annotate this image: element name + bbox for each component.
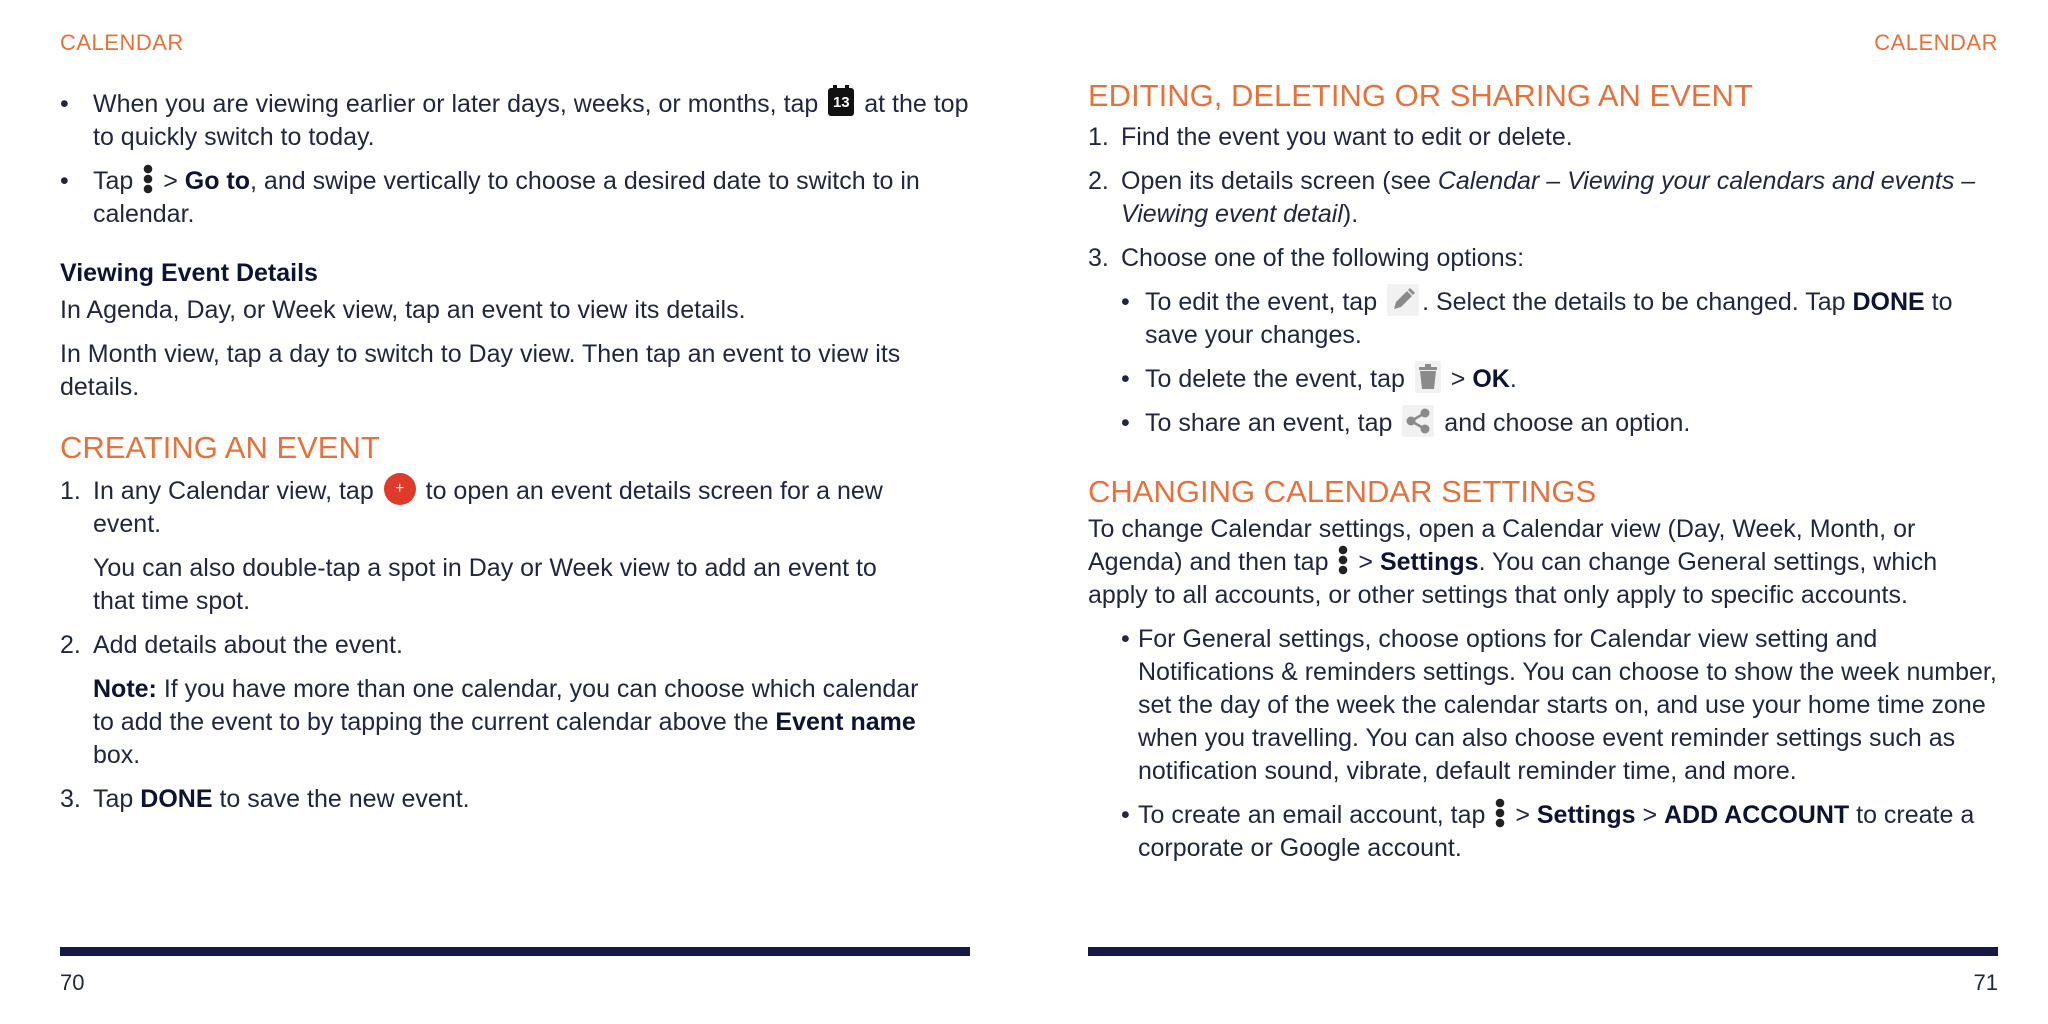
list-item: • When you are viewing earlier or later days, weeks, or months, tap 13 at the top to quickly switch to today.	[60, 90, 969, 151]
bullet: •	[60, 167, 69, 195]
bullet: •	[60, 90, 69, 118]
editing-section	[1088, 77, 1998, 440]
step-3: 3. Choose one of the following options:	[1088, 244, 1525, 272]
step-2: 2. Add details about the event. Note: If you have more than one calendar, you can choose which calendar to add the event to by tapping the current calendar above the Event name box.	[60, 629, 920, 772]
calendar-today-icon: 13	[828, 88, 854, 116]
page-number: 71	[1973, 970, 1998, 995]
list-item: • For General settings, choose options for Calendar view setting and Notifications & reminders settings. You can choose to show the week number, set the day of the week the calendar starts on, and use your home time zone when you travelling. You can also choose event reminder settings such as notification sound, vibrate, default reminder time, and more.	[1121, 625, 1997, 785]
running-head: CALENDAR	[1874, 30, 1998, 55]
delete-trash-icon	[1415, 361, 1441, 393]
list-item: • Tap > Go to, and swipe vertically to choose a desired date to switch to in calendar.	[60, 165, 970, 231]
note: Note: If you have more than one calendar, you can choose which calendar to add the event to by tapping the current calendar above the Event name box.	[93, 675, 919, 769]
section-title: CREATING AN EVENT	[60, 430, 380, 465]
step-3: 3. Tap DONE to save the new event.	[60, 785, 470, 813]
more-options-icon	[1495, 798, 1505, 828]
settings-section	[1088, 473, 1998, 865]
paragraph: You can also double-tap a spot in Day or Week view to add an event to that time spot.	[93, 554, 877, 615]
more-options-icon	[143, 164, 153, 194]
subheading: Viewing Event Details	[60, 259, 318, 287]
step-2: 2. Open its details screen (see Calendar – Viewing your calendars and events – Viewing event detail).	[1088, 167, 1976, 228]
step-1: 1. In any Calendar view, tap + to open an event details screen for a new event. You can also double-tap a spot in Day or Week view to add an event to that time spot.	[60, 475, 920, 618]
section-title: EDITING, DELETING OR SHARING AN EVENT	[1088, 78, 1753, 113]
creating-an-event-section	[60, 429, 970, 816]
list-item: • To delete the event, tap > OK.	[1088, 363, 1998, 396]
share-icon	[1402, 405, 1434, 437]
navigation-tips	[60, 88, 970, 231]
footer-rule	[60, 947, 970, 956]
paragraph: To change Calendar settings, open a Calendar view (Day, Week, Month, or Agenda) and then tap > Settings. You can change General settings, which apply to all accounts, or other settings that only apply to specific accounts.	[1088, 515, 1938, 609]
add-event-icon: +	[384, 473, 416, 505]
viewing-event-details	[60, 257, 970, 404]
paragraph: In Agenda, Day, or Week view, tap an event to view its details.	[60, 296, 746, 324]
edit-pencil-icon	[1387, 284, 1419, 316]
list-item: • To edit the event, tap . Select the details to be changed. Tap DONE to save your changes.	[1088, 286, 1998, 352]
running-head: CALENDAR	[60, 30, 184, 55]
step-1: 1. Find the event you want to edit or delete.	[1088, 123, 1573, 151]
list-item: • To share an event, tap and choose an option.	[1088, 407, 1998, 440]
list-item: • To create an email account, tap > Settings > ADD ACCOUNT to create a corporate or Google account.	[1088, 799, 1998, 865]
paragraph: In Month view, tap a day to switch to Day view. Then tap an event to view its details.	[60, 340, 901, 401]
left-page	[60, 0, 970, 1024]
page-number: 70	[60, 970, 85, 995]
right-page	[1088, 0, 1998, 1024]
section-title: CHANGING CALENDAR SETTINGS	[1088, 474, 1597, 509]
more-options-icon	[1338, 545, 1348, 575]
footer-rule	[1088, 947, 1998, 956]
